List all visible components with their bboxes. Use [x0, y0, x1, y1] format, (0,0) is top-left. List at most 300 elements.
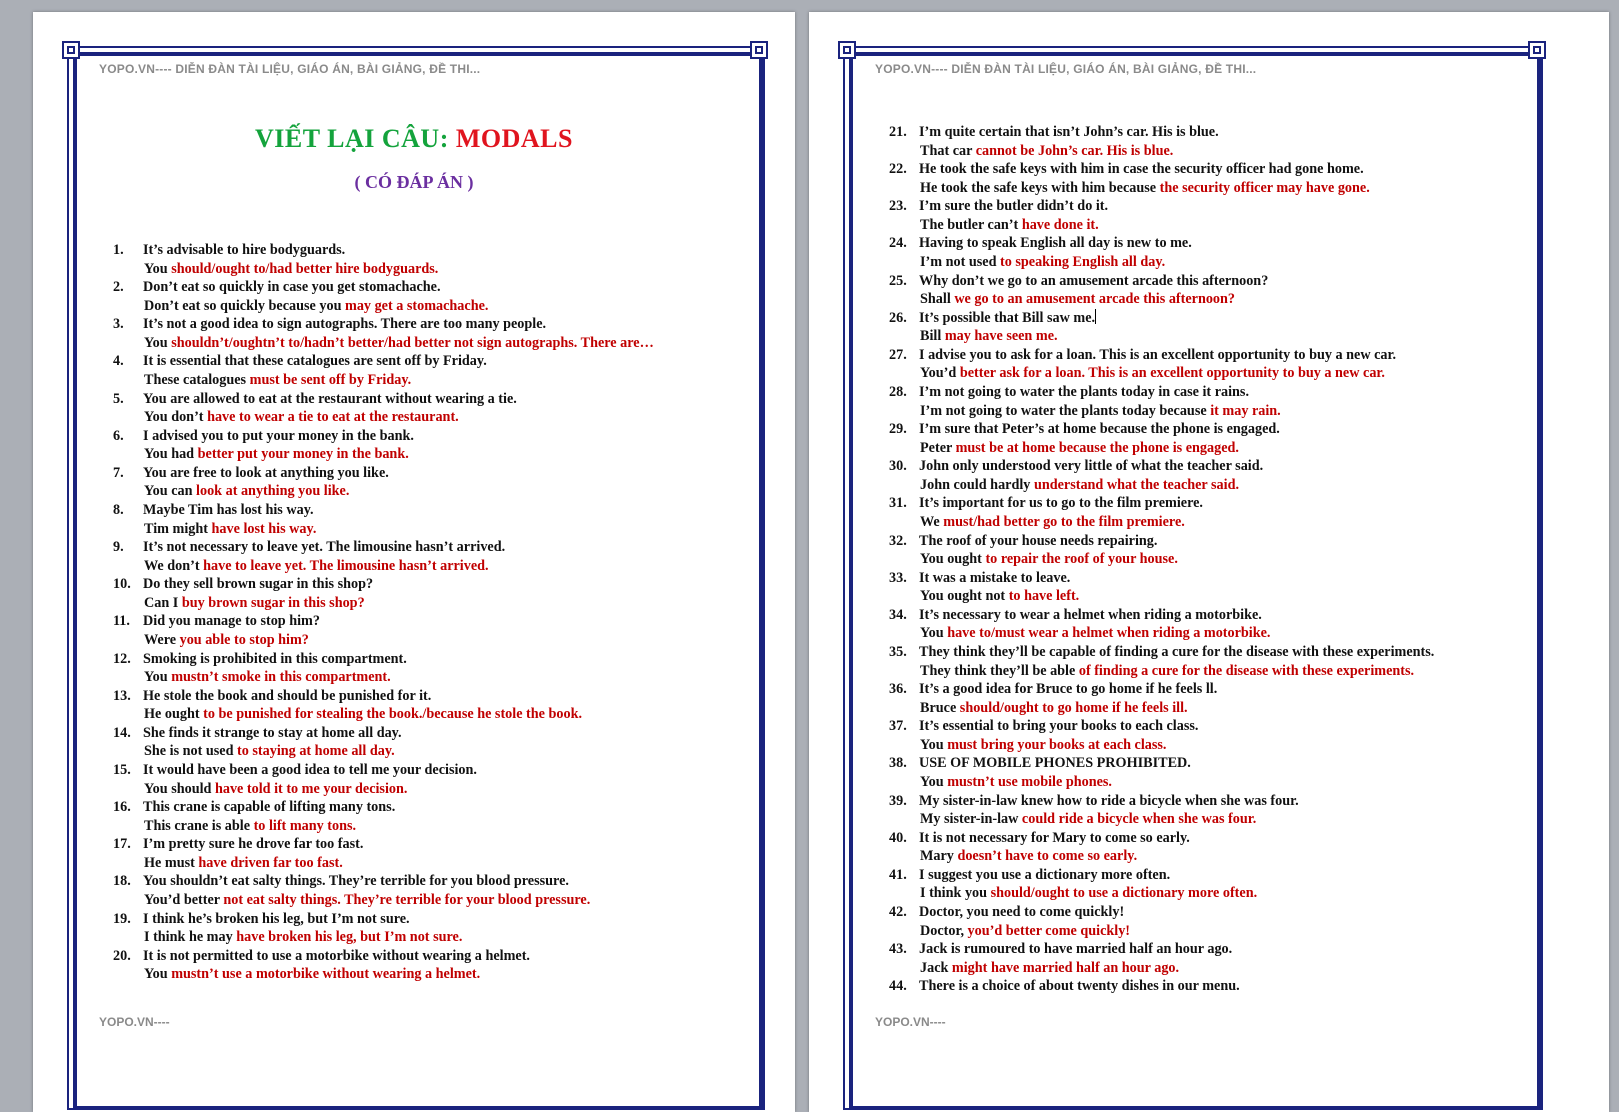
answer-prompt: John could hardly	[920, 476, 1034, 493]
exercise-number: 15.	[113, 761, 131, 778]
exercise-answer	[920, 699, 1188, 718]
exercise-item	[113, 427, 753, 464]
question-text: I advise you to ask for a loan. This is an excellent opportunity to buy a new car.	[919, 346, 1397, 363]
border-corner-ornament	[750, 41, 768, 59]
exercise-number: 2.	[113, 279, 124, 296]
answer-prompt: I think you	[920, 885, 991, 902]
exercise-question	[889, 829, 1190, 848]
question-text: I’m sure the butler didn’t do it.	[919, 198, 1109, 215]
answer-prompt: I’m not going to water the plants today because	[920, 402, 1211, 419]
answer-prompt: We don’t	[144, 557, 204, 574]
exercise-answer	[920, 179, 1370, 198]
answer-prompt: I’m not used	[920, 254, 1001, 271]
answer-prompt: You don’t	[144, 409, 208, 426]
exercise-question	[113, 352, 487, 371]
exercise-item	[889, 829, 1589, 866]
exercise-question	[113, 278, 441, 297]
exercise-item	[889, 234, 1589, 271]
exercise-question	[889, 792, 1299, 811]
answer-prompt: You	[920, 773, 948, 790]
exercise-question	[113, 910, 410, 929]
exercise-item	[889, 123, 1589, 160]
exercise-answer	[144, 668, 391, 687]
answer-prompt: Don’t eat so quickly because you	[144, 297, 346, 314]
question-text: The roof of your house needs repairing.	[919, 532, 1158, 549]
answer-text: understand what the teacher said.	[1033, 476, 1240, 493]
answer-prompt: You’d better	[144, 891, 224, 908]
exercise-number: 19.	[113, 910, 131, 927]
question-text: It’s important for us to go to the film premiere.	[919, 495, 1203, 512]
exercise-question	[889, 420, 1280, 439]
answer-prompt: Tim might	[144, 520, 212, 537]
exercise-answer	[920, 550, 1178, 569]
exercise-item	[889, 494, 1589, 531]
answer-prompt: He took the safe keys with him because	[920, 179, 1160, 196]
answer-text: better ask for a loan. This is an excellent opportunity to buy a new car.	[959, 365, 1385, 382]
exercise-question	[113, 612, 320, 631]
exercise-number: 7.	[113, 464, 124, 481]
answer-text: should/ought to use a dictionary more often.	[990, 885, 1258, 902]
exercise-question	[889, 866, 1170, 885]
exercise-answer	[144, 371, 411, 390]
question-text: It’s not necessary to leave yet. The limousine hasn’t arrived.	[143, 539, 506, 556]
question-text: You are allowed to eat at the restaurant without wearing a tie.	[143, 390, 517, 407]
exercise-number: 16.	[113, 799, 131, 816]
question-text: I’m not going to water the plants today in case it rains.	[919, 383, 1249, 400]
exercise-answer	[144, 482, 349, 501]
exercise-number: 20.	[113, 947, 131, 964]
exercise-item	[113, 575, 753, 612]
exercise-answer	[144, 928, 462, 947]
document-page-left[interactable]	[33, 12, 795, 1112]
question-text: You are free to look at anything you like.	[143, 464, 389, 481]
exercise-number: 40.	[889, 829, 907, 846]
exercise-number: 35.	[889, 643, 907, 660]
exercise-question	[889, 680, 1217, 699]
answer-text: of finding a cure for the disease with these experiments.	[1078, 662, 1415, 679]
exercise-answer	[920, 364, 1385, 383]
exercise-number: 31.	[889, 495, 907, 512]
exercise-question	[113, 464, 389, 483]
exercise-item	[113, 687, 753, 724]
answer-text: not eat salty things. They’re terrible for your blood pressure.	[223, 891, 591, 908]
answer-text: must bring your books at each class.	[947, 736, 1167, 753]
answer-text: to have left.	[1008, 588, 1080, 605]
exercise-number: 3.	[113, 316, 124, 333]
exercise-question	[889, 606, 1262, 625]
exercise-answer	[144, 557, 489, 576]
answer-prompt: You	[144, 669, 172, 686]
answer-prompt: You	[144, 334, 172, 351]
answer-prompt: They think they’ll be able	[920, 662, 1079, 679]
exercise-question	[113, 724, 402, 743]
page-header: YOPO.VN---- DIỄN ĐÀN TÀI LIỆU, GIÁO ÁN, BÀI GIẢNG, ĐỀ THI...	[875, 62, 1257, 76]
exercise-item	[113, 798, 753, 835]
answer-prompt: He ought	[144, 706, 204, 723]
exercise-item	[889, 792, 1589, 829]
answer-text: shouldn’t/oughtn’t to/hadn’t better/had better not sign autographs. There are…	[171, 334, 654, 351]
exercise-item	[889, 569, 1589, 606]
question-text: It’s not a good idea to sign autographs. There are too many people.	[143, 316, 547, 333]
exercise-answer	[144, 297, 488, 316]
answer-prompt: Jack	[920, 959, 952, 976]
exercise-item	[889, 903, 1589, 940]
answer-text: might have married half an hour ago.	[951, 959, 1180, 976]
answer-prompt: You ought not	[920, 588, 1009, 605]
exercise-number: 14.	[113, 724, 131, 741]
question-text: You shouldn’t eat salty things. They’re terrible for you blood pressure.	[143, 873, 569, 890]
exercise-answer	[920, 439, 1239, 458]
exercise-answer	[144, 742, 395, 761]
question-text: I’m pretty sure he drove far too fast.	[143, 836, 364, 853]
exercise-item	[889, 940, 1589, 977]
answer-text: have told it to me your decision.	[214, 780, 408, 797]
exercise-number: 27.	[889, 346, 907, 363]
answer-prompt: You	[144, 260, 172, 277]
answer-text: have lost his way.	[211, 520, 317, 537]
question-text: John only understood very little of what the teacher said.	[919, 458, 1264, 475]
answer-text: have done it.	[1021, 216, 1099, 233]
answer-text: we go to an amusement arcade this afternoon?	[954, 291, 1236, 308]
exercise-item	[889, 532, 1589, 569]
exercise-answer	[920, 402, 1281, 421]
exercise-item	[113, 464, 753, 501]
question-text: There is a choice of about twenty dishes in our menu.	[919, 978, 1240, 995]
answer-text: look at anything you like.	[196, 483, 350, 500]
exercise-item	[113, 278, 753, 315]
question-text: Did you manage to stop him?	[143, 613, 320, 630]
answer-prompt: You can	[144, 483, 197, 500]
answer-prompt: Mary	[920, 848, 958, 865]
answer-prompt: You ought	[920, 551, 986, 568]
answer-text: cannot be John’s car. His is blue.	[975, 142, 1174, 159]
exercise-item	[113, 612, 753, 649]
answer-text: buy brown sugar in this shop?	[181, 594, 365, 611]
answer-text: mustn’t use mobile phones.	[947, 773, 1112, 790]
exercise-item	[889, 197, 1589, 234]
exercise-number: 38.	[889, 755, 907, 772]
answer-text: should/ought to/had better hire bodyguards.	[171, 260, 439, 277]
exercise-item	[889, 643, 1589, 680]
exercise-answer	[920, 624, 1270, 643]
question-text: USE OF MOBILE PHONES PROHIBITED.	[919, 755, 1191, 772]
exercise-item	[889, 160, 1589, 197]
exercise-number: 13.	[113, 687, 131, 704]
question-text: He stole the book and should be punished for it.	[143, 687, 432, 704]
exercise-number: 28.	[889, 383, 907, 400]
answer-prompt: My sister-in-law	[920, 811, 1022, 828]
question-text: It is not necessary for Mary to come so early.	[919, 829, 1190, 846]
exercise-answer	[920, 847, 1137, 866]
page-footer: YOPO.VN----	[875, 1015, 946, 1029]
exercise-answer	[144, 408, 459, 427]
exercise-answer	[920, 253, 1165, 272]
answer-text: you able to stop him?	[179, 632, 309, 648]
question-text: Doctor, you need to come quickly!	[919, 903, 1125, 920]
exercise-answer	[920, 736, 1166, 755]
answer-text: better put your money in the bank.	[197, 446, 409, 463]
exercise-number: 11.	[113, 613, 130, 630]
exercise-question	[889, 272, 1268, 291]
exercise-item	[113, 315, 753, 352]
exercise-question	[113, 315, 546, 334]
exercise-number: 4.	[113, 353, 124, 370]
border-corner-ornament	[62, 41, 80, 59]
question-text: I’m sure that Peter’s at home because the phone is engaged.	[919, 421, 1280, 438]
exercise-question	[889, 569, 1070, 588]
answer-prompt: These catalogues	[144, 372, 250, 389]
question-text: It’s possible that Bill saw me.	[919, 309, 1096, 326]
exercise-question	[889, 717, 1198, 736]
answer-text: have to leave yet. The limousine hasn’t arrived.	[203, 557, 489, 574]
exercise-item	[113, 872, 753, 909]
exercise-number: 17.	[113, 836, 131, 853]
exercise-item	[113, 724, 753, 761]
exercise-answer	[920, 290, 1235, 309]
answer-prompt: Were	[144, 632, 180, 648]
exercise-answer	[920, 810, 1256, 829]
answer-prompt: Peter	[920, 439, 956, 456]
answer-prompt: You	[144, 966, 172, 983]
exercise-number: 22.	[889, 161, 907, 178]
exercise-item	[113, 650, 753, 687]
exercise-question	[113, 798, 395, 817]
answer-prompt: She is not used	[144, 743, 238, 760]
title-part-red: MODALS	[455, 124, 573, 153]
exercise-number: 9.	[113, 539, 124, 556]
exercise-number: 24.	[889, 235, 907, 252]
exercise-question	[113, 575, 373, 594]
exercise-number: 29.	[889, 421, 907, 438]
answer-text: could ride a bicycle when she was four.	[1021, 811, 1257, 828]
exercise-number: 37.	[889, 718, 907, 735]
exercise-answer	[144, 445, 409, 464]
exercise-question	[889, 309, 1096, 328]
exercise-item	[113, 390, 753, 427]
answer-text: have to wear a tie to eat at the restaurant.	[207, 409, 459, 426]
answer-text: have driven far too fast.	[198, 854, 343, 871]
exercise-item	[889, 457, 1589, 494]
exercise-question	[889, 754, 1191, 773]
exercise-number: 21.	[889, 124, 907, 140]
exercise-item	[889, 866, 1589, 903]
answer-prompt: Bruce	[920, 699, 960, 716]
question-text: Do they sell brown sugar in this shop?	[143, 576, 374, 593]
exercise-item	[889, 717, 1589, 754]
exercise-item	[113, 761, 753, 798]
question-text: Why don’t we go to an amusement arcade this afternoon?	[919, 272, 1269, 289]
exercise-number: 39.	[889, 792, 907, 809]
exercise-answer	[920, 662, 1414, 681]
exercise-answer	[144, 705, 582, 724]
answer-text: have to/must wear a helmet when riding a motorbike.	[947, 625, 1271, 642]
exercise-answer	[920, 773, 1112, 792]
exercise-item	[889, 754, 1589, 791]
exercise-item	[113, 352, 753, 389]
exercise-item	[113, 910, 753, 947]
answer-text: have broken his leg, but I’m not sure.	[236, 929, 463, 946]
exercise-answer	[920, 884, 1257, 903]
exercise-answer	[144, 631, 309, 650]
exercise-answer	[144, 854, 343, 873]
exercise-question	[113, 835, 363, 854]
exercise-number: 1.	[113, 242, 124, 258]
exercise-question	[113, 427, 414, 446]
exercise-question	[889, 197, 1108, 216]
exercise-number: 36.	[889, 681, 907, 698]
exercise-question	[889, 234, 1192, 253]
exercise-answer	[920, 587, 1079, 606]
exercise-question	[889, 383, 1249, 402]
question-text: I think he’s broken his leg, but I’m not sure.	[143, 910, 410, 927]
answer-text: may have seen me.	[944, 328, 1058, 345]
question-text: It would have been a good idea to tell me your decision.	[143, 761, 477, 778]
answer-text: the security officer may have gone.	[1159, 179, 1370, 196]
question-text: They think they’ll be capable of finding a cure for the disease with these experiments.	[919, 643, 1435, 660]
answer-text: mustn’t use a motorbike without wearing a helmet.	[171, 966, 481, 983]
exercise-question	[889, 123, 1219, 142]
exercise-number: 32.	[889, 532, 907, 549]
exercise-item	[889, 309, 1589, 346]
exercise-question	[889, 457, 1263, 476]
exercise-question	[889, 160, 1364, 179]
exercise-question	[889, 532, 1157, 551]
question-text: Having to speak English all day is new to me.	[919, 235, 1192, 252]
answer-text: must be sent off by Friday.	[249, 372, 412, 389]
exercise-answer	[920, 959, 1179, 978]
exercise-item	[889, 383, 1589, 420]
question-text: It’s essential to bring your books to each class.	[919, 718, 1199, 735]
question-text: My sister-in-law knew how to ride a bicycle when she was four.	[919, 792, 1299, 809]
question-text: Don’t eat so quickly in case you get stomachache.	[143, 279, 441, 296]
answer-prompt: Can I	[144, 594, 182, 611]
question-text: She finds it strange to stay at home all day.	[143, 724, 402, 741]
exercise-number: 10.	[113, 576, 131, 593]
exercise-question	[113, 241, 345, 260]
exercise-item	[889, 272, 1589, 309]
exercise-number: 5.	[113, 390, 124, 407]
answer-text: to be punished for stealing the book./because he stole the book.	[203, 706, 583, 723]
exercise-number: 34.	[889, 606, 907, 623]
exercise-answer	[920, 327, 1058, 346]
answer-text: must be at home because the phone is engaged.	[955, 439, 1239, 456]
answer-prompt: Bill	[920, 328, 945, 345]
page-footer: YOPO.VN----	[99, 1015, 170, 1029]
exercise-question	[889, 903, 1124, 922]
answer-text: doesn’t have to come so early.	[957, 848, 1138, 865]
question-text: Maybe Tim has lost his way.	[143, 501, 314, 518]
exercise-question	[889, 494, 1203, 513]
answer-prompt: The butler can’t	[920, 216, 1022, 233]
exercise-question	[113, 761, 477, 780]
question-text: Jack is rumoured to have married half an hour ago.	[919, 941, 1233, 958]
exercise-question	[113, 872, 569, 891]
exercise-question	[889, 977, 1240, 996]
question-text: He took the safe keys with him in case the security officer had gone home.	[919, 161, 1364, 178]
exercise-question	[889, 346, 1396, 365]
exercise-question	[113, 390, 517, 409]
border-corner-ornament	[1528, 41, 1546, 59]
exercise-answer	[920, 142, 1173, 161]
exercise-item	[889, 346, 1589, 383]
exercise-number: 18.	[113, 873, 131, 890]
exercise-answer	[920, 513, 1185, 532]
exercise-answer	[144, 334, 654, 353]
exercise-item	[889, 680, 1589, 717]
exercise-item	[113, 501, 753, 538]
question-text: It was a mistake to leave.	[919, 569, 1071, 586]
exercise-number: 23.	[889, 198, 907, 215]
exercise-number: 42.	[889, 903, 907, 920]
exercise-answer	[144, 780, 407, 799]
exercise-number: 26.	[889, 309, 907, 326]
answer-prompt: Shall	[920, 291, 955, 308]
answer-prompt: You should	[144, 780, 215, 797]
answer-prompt: That car	[920, 142, 976, 159]
exercise-number: 44.	[889, 978, 907, 995]
exercise-item	[113, 835, 753, 872]
exercise-answer	[144, 817, 356, 836]
answer-text: to lift many tons.	[253, 817, 357, 834]
exercise-item	[113, 538, 753, 575]
answer-text: to repair the roof of your house.	[985, 551, 1178, 568]
exercise-answer	[920, 922, 1130, 941]
exercise-number: 25.	[889, 272, 907, 289]
answer-prompt: We	[920, 514, 944, 530]
exercise-item	[889, 606, 1589, 643]
exercise-answer	[144, 520, 316, 539]
answer-prompt: This crane is able	[144, 817, 254, 834]
answer-prompt: Doctor,	[920, 922, 968, 939]
text-cursor	[1095, 309, 1096, 324]
question-text: I advised you to put your money in the bank.	[143, 427, 414, 444]
exercise-number: 33.	[889, 569, 907, 586]
answer-prompt: You had	[144, 446, 198, 463]
exercise-number: 30.	[889, 458, 907, 475]
exercise-answer	[920, 476, 1239, 495]
question-text: I’m quite certain that isn’t John’s car. His is blue.	[919, 124, 1219, 140]
exercise-answer	[144, 965, 480, 984]
border-corner-ornament	[838, 41, 856, 59]
exercise-number: 43.	[889, 941, 907, 958]
exercise-question	[113, 650, 407, 669]
exercise-question	[113, 947, 530, 966]
question-text: It’s advisable to hire bodyguards.	[143, 242, 346, 258]
document-subtitle: ( CÓ ĐÁP ÁN )	[354, 172, 474, 192]
answer-prompt: You	[920, 736, 948, 753]
exercise-item	[113, 241, 753, 278]
document-page-right[interactable]	[809, 12, 1609, 1112]
answer-prompt: You	[920, 625, 948, 642]
exercise-item	[889, 977, 1589, 1014]
answer-prompt: I think he may	[144, 929, 237, 946]
answer-text: mustn’t smoke in this compartment.	[171, 669, 391, 686]
answer-prompt: You’d	[920, 365, 960, 382]
exercise-question	[113, 538, 505, 557]
exercise-question	[113, 687, 431, 706]
exercise-item	[113, 947, 753, 984]
answer-text: you’d better come quickly!	[967, 922, 1131, 939]
exercise-answer	[920, 216, 1099, 235]
question-text: It is not permitted to use a motorbike without wearing a helmet.	[143, 947, 530, 964]
exercise-number: 12.	[113, 650, 131, 667]
exercise-question	[113, 501, 314, 520]
exercise-answer	[144, 594, 365, 613]
question-text: It’s a good idea for Bruce to go home if he feels ll.	[919, 681, 1218, 698]
question-text: This crane is capable of lifting many tons.	[143, 799, 396, 816]
answer-prompt: He must	[144, 854, 199, 871]
question-text: I suggest you use a dictionary more often.	[919, 866, 1171, 883]
